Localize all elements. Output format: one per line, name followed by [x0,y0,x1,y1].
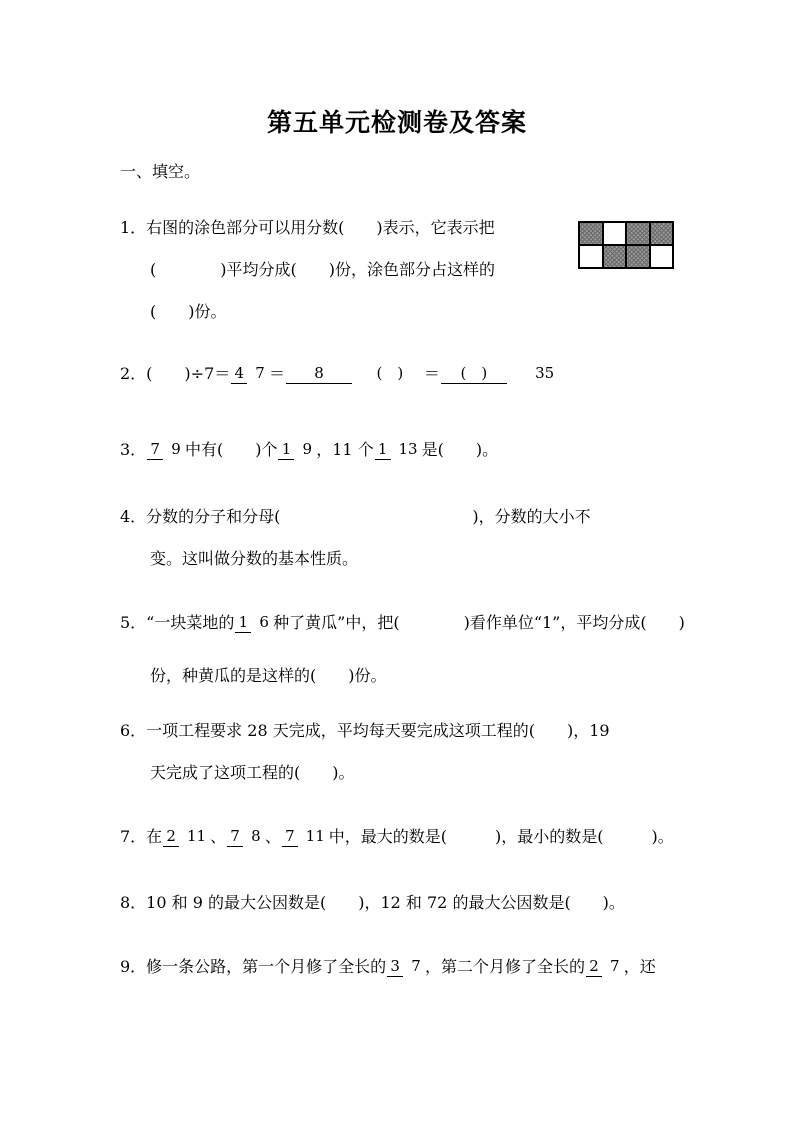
question-5-line-1: 5．“一块菜地的 1 6 种了黄瓜”中，把( )看作单位“1”，平均分成( ) [120,613,685,632]
question-6-line-1: 6．一项工程要求 28 天完成，平均每天要完成这项工程的( )，19 [120,721,610,740]
grid-cell [603,222,627,245]
fraction-8-blank: 8 ( ) [286,364,423,384]
section-heading: 一、填空。 [120,162,201,181]
grid-cell-shaded [603,245,627,268]
fraction-3-7: 3 7 [387,957,424,977]
grid-cell [579,245,603,268]
question-8: 8．10 和 9 的最大公因数是( )，12 和 72 的最大公因数是( )。 [120,893,625,912]
question-4-line-2: 变。这叫做分数的基本性质。 [150,549,359,568]
fraction-2-7: 2 7 [586,957,623,977]
question-1-line-1: 1．右图的涂色部分可以用分数( )表示，它表示把 [120,218,495,237]
fraction-2-11: 2 11 [163,827,209,847]
fraction-7-11: 7 11 [282,827,328,847]
question-4-line-1: 4．分数的分子和分母( )，分数的大小不 [120,507,591,526]
question-1-line-3: ( )份。 [150,302,227,321]
question-7: 7．在 2 11 、 7 8 、 7 11 中，最大的数是( )，最小的数是( )。 [120,827,674,846]
question-1-line-2: ( )平均分成( )份，涂色部分占这样的 [150,260,495,279]
fraction-1-13: 1 13 [375,440,421,460]
fraction-7-9: 7 9 [147,440,184,460]
grid-cell [650,245,674,268]
grid-cell-shaded [650,222,674,245]
question-3: 3． 7 9 中有( )个 1 9 ，11 个 1 13 是( )。 [120,440,499,459]
grid-cell-shaded [626,222,650,245]
question-9: 9．修一条公路，第一个月修了全长的 3 7 ，第二个月修了全长的 2 7 ，还 [120,957,656,976]
fraction-1-6: 1 6 [235,613,272,633]
question-5-line-2: 份，种黄瓜的是这样的( )份。 [150,666,387,685]
fraction-blank-35: ( ) 35 [441,364,578,384]
shaded-grid-figure [578,221,674,269]
fraction-1-9: 1 9 [278,440,315,460]
fraction-7-8: 7 8 [227,827,264,847]
page-title: 第五单元检测卷及答案 [266,108,527,137]
question-6-line-2: 天完成了这项工程的( )。 [150,763,355,782]
grid-cell-shaded [626,245,650,268]
grid-cell-shaded [579,222,603,245]
question-2: 2．( )÷7＝ 4 7 ＝ 8 ( ) ＝ ( ) 35 [120,352,579,396]
fraction-4-7: 4 7 [231,364,268,384]
